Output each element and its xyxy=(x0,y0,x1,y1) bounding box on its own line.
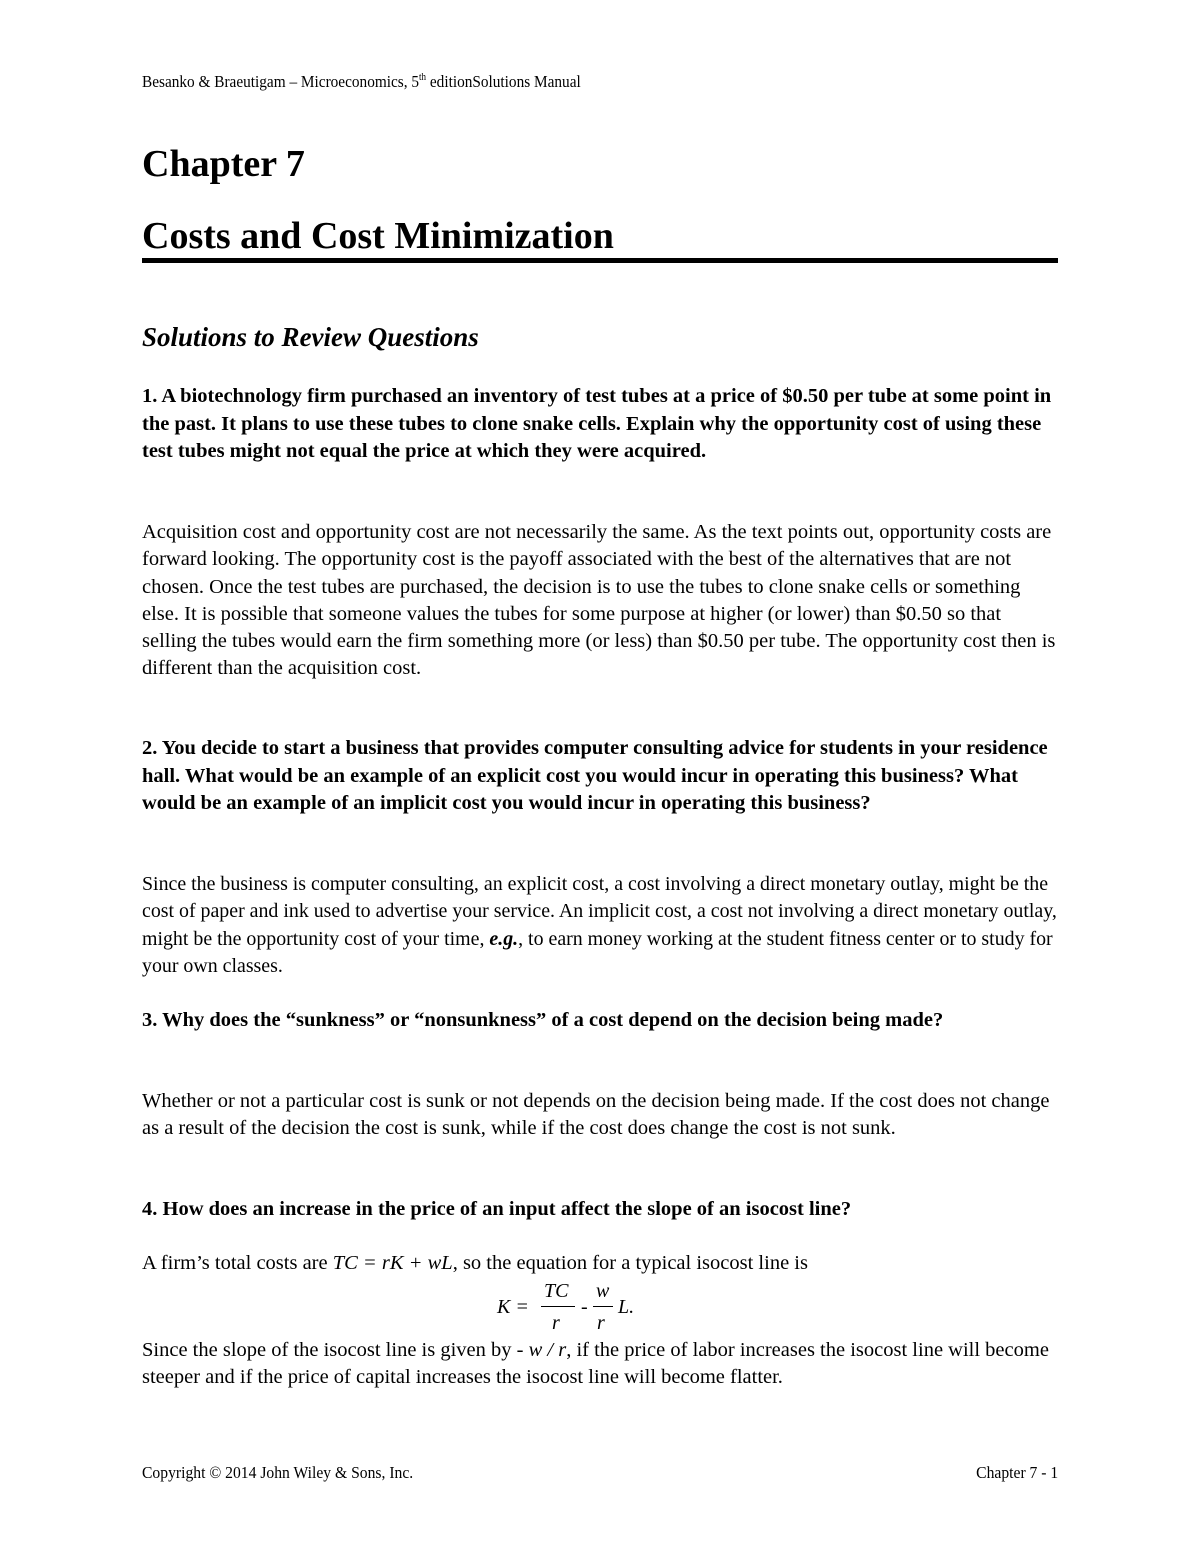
section-heading: Solutions to Review Questions xyxy=(142,322,479,352)
answer-3: Whether or not a particular cost is sunk or not depends on the decision being made. If the cost does not change as a result of the decision the cost is sunk, while if the cost does change the cost is not sunk. xyxy=(142,1090,1050,1140)
answer-2: Since the business is computer consulting, an explicit cost, a cost involving a direct monetary outlay, might be the cost of paper and ink used to advertise your service. An implicit cost, a cost not involving a direct monetary outlay, might be the opportunity cost of your time, e.g., to earn money working at the student fitness center or to study for your own classes. xyxy=(142,873,1057,977)
title-rule xyxy=(142,258,1058,263)
footer-page-label: Chapter 7 - 1 xyxy=(975,1463,1058,1482)
running-header: Besanko & Braeutigam – Microeconomics, 5th editionSolutions Manual xyxy=(142,72,581,91)
eq-numerator-1: TC xyxy=(544,1280,569,1302)
footer-copyright: Copyright © 2014 John Wiley & Sons, Inc. xyxy=(142,1463,414,1482)
question-3: 3. Why does the “sunkness” or “nonsunkness” of a cost depend on the decision being made? xyxy=(142,1009,944,1031)
eq-tail: L. xyxy=(618,1296,635,1318)
answer-4-line-2: Since the slope of the isocost line is given by - w / r, if the price of labor increases the isocost line will become steeper and if the price of capital increases the isocost line will become flatter. xyxy=(142,1339,1049,1389)
isocost-equation xyxy=(497,1282,697,1338)
chapter-number: Chapter 7 xyxy=(142,143,305,185)
document-page xyxy=(142,0,1058,1553)
eq-denominator-2: r xyxy=(597,1312,605,1334)
eq-minus: - xyxy=(581,1296,588,1318)
question-4: 4. How does an increase in the price of an input affect the slope of an isocost line? xyxy=(142,1198,852,1220)
eq-numerator-2: w xyxy=(596,1280,610,1302)
eq-lhs: K = xyxy=(497,1296,529,1318)
eq-denominator-1: r xyxy=(552,1312,560,1334)
question-1: 1. A biotechnology firm purchased an inventory of test tubes at a price of $0.50 per tube at some point in the past. It plans to use these tubes to clone snake cells. Explain why the opportunity cost of using these test tubes might not equal the price at which they were acquired. xyxy=(142,385,1052,462)
answer-1: Acquisition cost and opportunity cost are not necessarily the same. As the text points out, opportunity costs are forward looking. The opportunity cost is the payoff associated with the best of the alternatives that are not chosen. Once the test tubes are purchased, the decision is to use the tubes to clone snake cells or something else. It is possible that someone values the tubes for some purpose at higher (or lower) than $0.50 so that selling the tubes would earn the firm something more (or less) than $0.50 per tube. The opportunity cost then is different than the acquisition cost. xyxy=(142,521,1056,680)
question-2: 2. You decide to start a business that provides computer consulting advice for students in your residence hall. What would be an example of an explicit cost you would incur in operating this business? What would be an example of an implicit cost you would incur in operating this business? xyxy=(142,737,1048,814)
chapter-title: Costs and Cost Minimization xyxy=(142,215,614,257)
answer-4-line-1: A firm’s total costs are TC = rK + wL, so the equation for a typical isocost line is xyxy=(142,1252,808,1274)
